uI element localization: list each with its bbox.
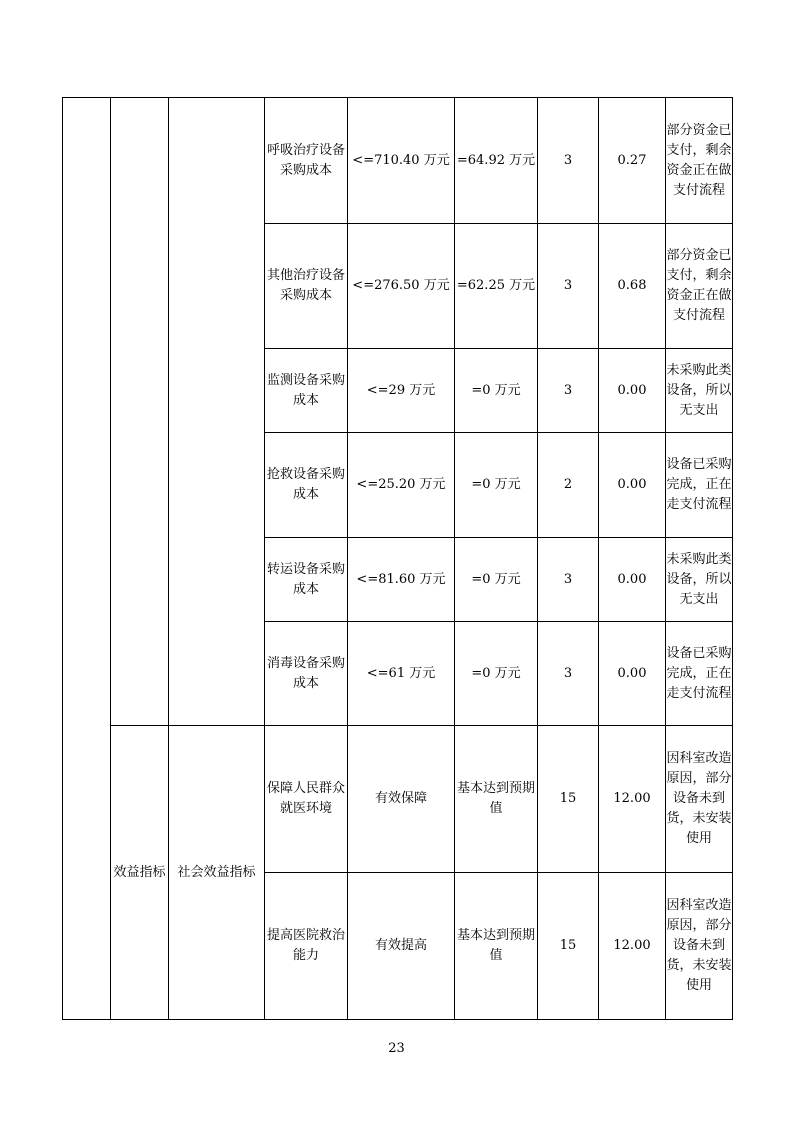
indicator-name: 转运设备采购成本 bbox=[265, 538, 348, 622]
score-value: 0.00 bbox=[599, 538, 666, 622]
actual-value: =64.92 万元 bbox=[455, 98, 538, 224]
target-value: <=81.60 万元 bbox=[348, 538, 455, 622]
table-row bbox=[63, 98, 733, 224]
indicator-name: 监测设备采购成本 bbox=[265, 349, 348, 433]
subcategory-cell-blank bbox=[169, 98, 265, 726]
weight-value: 3 bbox=[538, 224, 599, 349]
remark-text: 因科室改造原因，部分设备未到货，未安装使用 bbox=[666, 726, 733, 873]
indicator-name: 提高医院救治能力 bbox=[265, 873, 348, 1020]
weight-value: 15 bbox=[538, 873, 599, 1020]
actual-value: =0 万元 bbox=[455, 433, 538, 538]
remark-text: 部分资金已支付，剩余资金正在做支付流程 bbox=[666, 98, 733, 224]
category-label: 效益指标 bbox=[111, 726, 169, 1020]
target-value: <=276.50 万元 bbox=[348, 224, 455, 349]
score-value: 0.00 bbox=[599, 622, 666, 726]
outer-merged-cell bbox=[63, 98, 111, 1020]
weight-value: 3 bbox=[538, 98, 599, 224]
score-value: 0.27 bbox=[599, 98, 666, 224]
actual-value: 基本达到预期值 bbox=[455, 873, 538, 1020]
indicator-name: 呼吸治疗设备采购成本 bbox=[265, 98, 348, 224]
weight-value: 3 bbox=[538, 538, 599, 622]
indicator-name: 抢救设备采购成本 bbox=[265, 433, 348, 538]
actual-value: =0 万元 bbox=[455, 622, 538, 726]
score-value: 0.68 bbox=[599, 224, 666, 349]
score-value: 12.00 bbox=[599, 873, 666, 1020]
page-number: 23 bbox=[388, 1041, 405, 1056]
remark-text: 因科室改造原因，部分设备未到货，未安装使用 bbox=[666, 873, 733, 1020]
remark-text: 未采购此类设备，所以无支出 bbox=[666, 538, 733, 622]
target-value: <=61 万元 bbox=[348, 622, 455, 726]
performance-table bbox=[62, 97, 733, 1020]
weight-value: 15 bbox=[538, 726, 599, 873]
remark-text: 设备已采购完成，正在走支付流程 bbox=[666, 433, 733, 538]
weight-value: 2 bbox=[538, 433, 599, 538]
score-value: 12.00 bbox=[599, 726, 666, 873]
weight-value: 3 bbox=[538, 622, 599, 726]
score-value: 0.00 bbox=[599, 349, 666, 433]
actual-value: =0 万元 bbox=[455, 538, 538, 622]
remark-text: 未采购此类设备，所以无支出 bbox=[666, 349, 733, 433]
indicator-name: 消毒设备采购成本 bbox=[265, 622, 348, 726]
target-value: <=710.40 万元 bbox=[348, 98, 455, 224]
indicator-name: 保障人民群众就医环境 bbox=[265, 726, 348, 873]
target-value: 有效提高 bbox=[348, 873, 455, 1020]
table-row bbox=[63, 726, 733, 873]
target-value: 有效保障 bbox=[348, 726, 455, 873]
indicator-name: 其他治疗设备采购成本 bbox=[265, 224, 348, 349]
remark-text: 部分资金已支付，剩余资金正在做支付流程 bbox=[666, 224, 733, 349]
actual-value: =0 万元 bbox=[455, 349, 538, 433]
subcategory-label: 社会效益指标 bbox=[169, 726, 265, 1020]
actual-value: 基本达到预期值 bbox=[455, 726, 538, 873]
score-value: 0.00 bbox=[599, 433, 666, 538]
remark-text: 设备已采购完成，正在走支付流程 bbox=[666, 622, 733, 726]
weight-value: 3 bbox=[538, 349, 599, 433]
category-cell-blank bbox=[111, 98, 169, 726]
target-value: <=25.20 万元 bbox=[348, 433, 455, 538]
target-value: <=29 万元 bbox=[348, 349, 455, 433]
actual-value: =62.25 万元 bbox=[455, 224, 538, 349]
